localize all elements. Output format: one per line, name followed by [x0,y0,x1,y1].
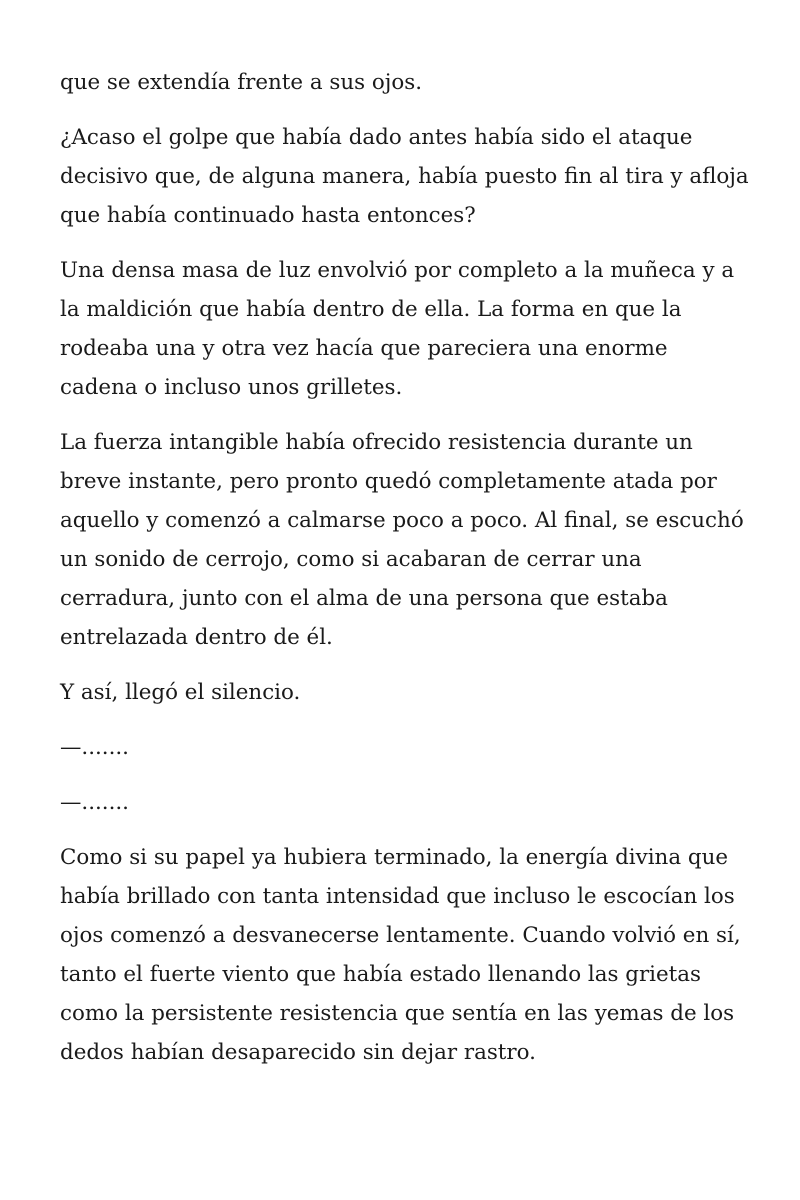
dialogue-ellipsis-1: —....... [60,735,129,760]
dialogue-ellipsis-2: —....... [60,790,129,815]
paragraph-3: Una densa masa de luz envolvió por completo a la muñeca y a la maldición que había dentro de ella. La forma en que la rodeaba una y otra vez hacía que pareciera una enorme cadena o incluso unos grilletes. [60,258,735,400]
paragraph-2: ¿Acaso el golpe que había dado antes había sido el ataque decisivo que, de alguna manera, había puesto fin al tira y afloja que había continuado hasta entonces? [60,125,749,228]
paragraph-6: Como si su papel ya hubiera terminado, la energía divina que había brillado con tanta intensidad que incluso le escocían los ojos comenzó a desvanecerse lentamente. Cuando volvió en sí, tanto el fuerte viento que había estado llenando las grietas como la persistente resistencia que sentía en las yemas de los dedos habían desaparecido sin dejar rastro. [60,845,741,1065]
document-page [60,63,750,1088]
paragraph-1: que se extendía frente a sus ojos. [60,70,423,95]
paragraph-5: Y así, llegó el silencio. [60,680,301,705]
paragraph-4: La fuerza intangible había ofrecido resistencia durante un breve instante, pero pronto quedó completamente atada por aquello y comenzó a calmarse poco a poco. Al final, se escuchó un sonido de cerrojo, como si acabaran de cerrar una cerradura, junto con el alma de una persona que estaba entrelazada dentro de él. [60,430,744,650]
